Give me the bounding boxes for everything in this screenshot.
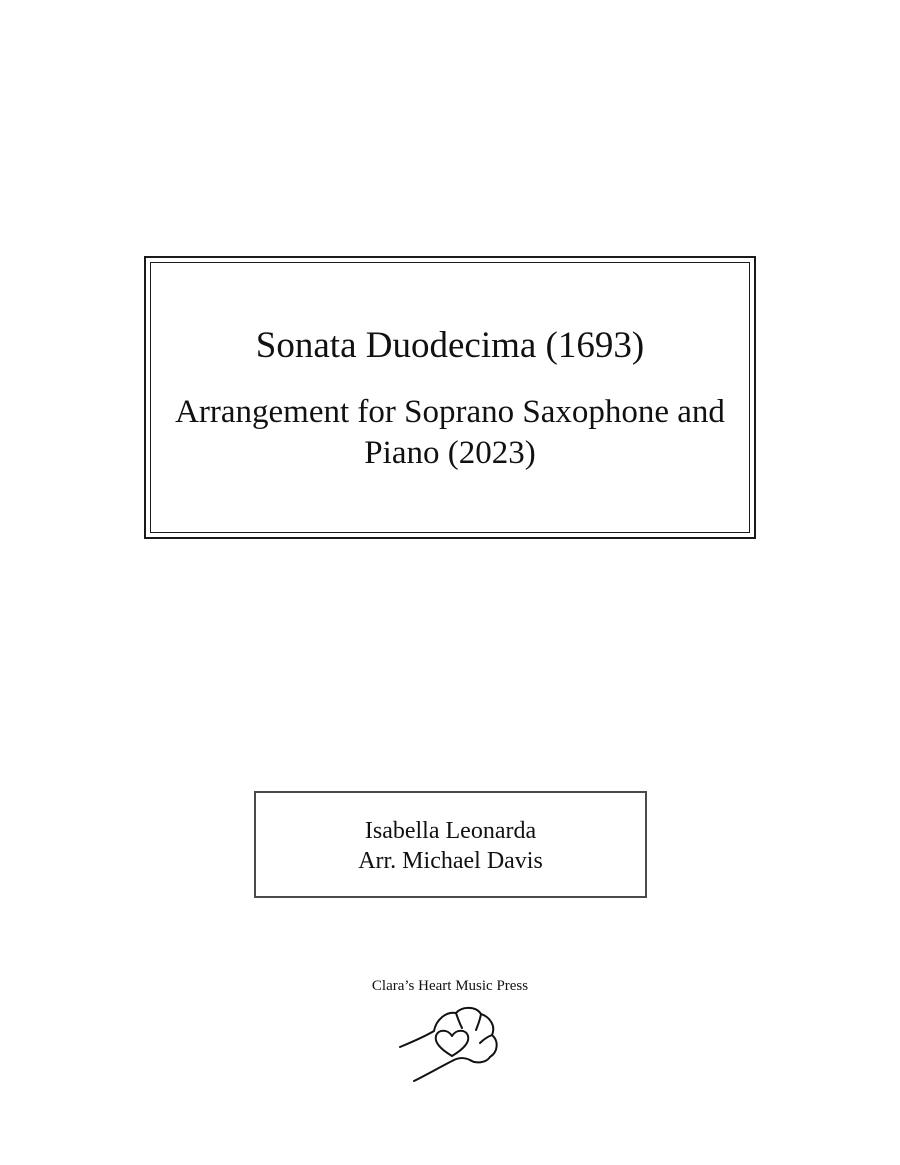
page-subtitle: Arrangement for Soprano Saxophone and Piano (2023) (175, 394, 725, 471)
title-frame (144, 256, 756, 539)
arranger-name: Arr. Michael Davis (358, 848, 543, 874)
paw-heart-icon (396, 1000, 506, 1085)
publisher-name: Clara’s Heart Music Press (371, 978, 529, 994)
composer-name: Isabella Leonarda (364, 818, 537, 844)
credits-frame (254, 791, 647, 898)
page-title: Sonata Duodecima (1693) (255, 325, 645, 366)
